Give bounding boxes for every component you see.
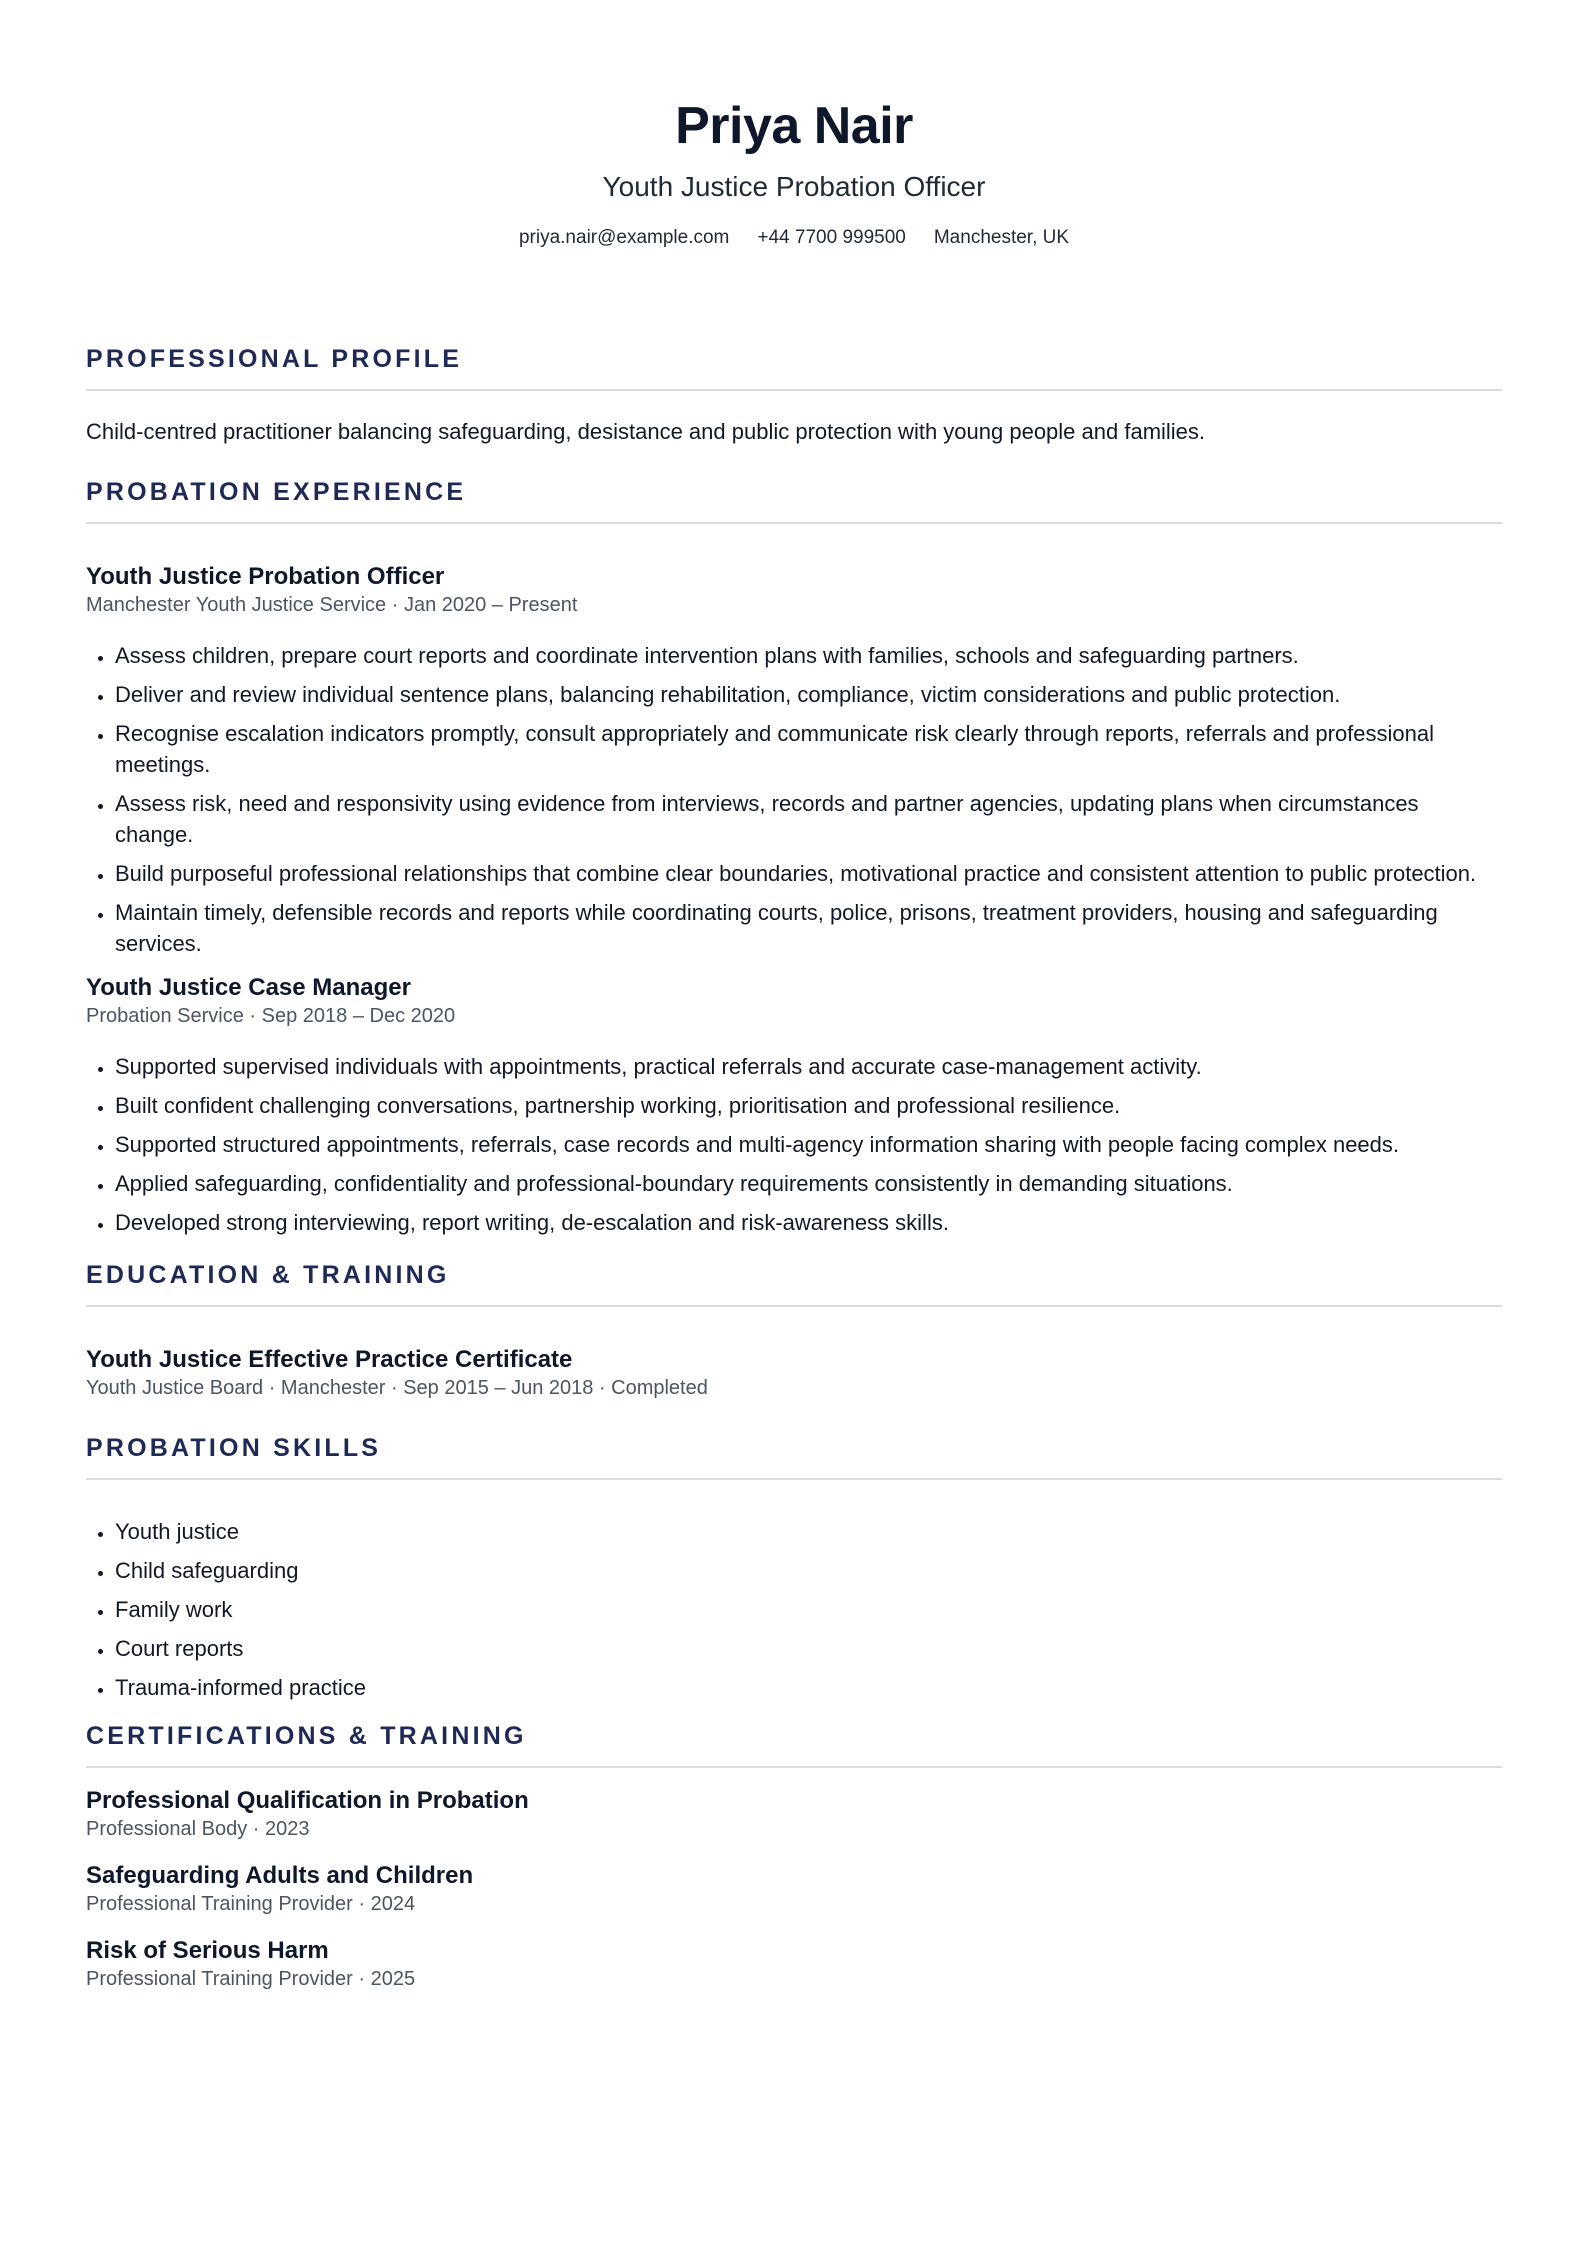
- certification-meta: Professional Training Provider · 2024: [86, 1893, 416, 1915]
- job-meta: Manchester Youth Justice Service · Jan 2020 – Present: [86, 594, 578, 616]
- list-item: • Build purposeful professional relationships that combine clear boundaries, motivational practice and consistent attention to public protection.: [115, 858, 1502, 889]
- candidate-title: Youth Justice Probation Officer: [602, 171, 986, 202]
- certification-entry: [86, 1861, 1502, 1917]
- job-bullets: [86, 640, 1502, 959]
- skills-section: [86, 1433, 1502, 1703]
- job-entry: [86, 562, 1502, 959]
- experience-section: [86, 477, 1502, 1238]
- list-item: • Built confident challenging conversations, partnership working, prioritisation and professional resilience.: [115, 1090, 1502, 1121]
- certification-title: Professional Qualification in Probation: [86, 1787, 529, 1814]
- list-item: • Assess children, prepare court reports and coordinate intervention plans with families, schools and safeguarding partners.: [115, 640, 1502, 671]
- section-heading-education: EDUCATION & TRAINING: [86, 1260, 1502, 1307]
- job-title: Youth Justice Probation Officer: [86, 563, 445, 590]
- skill-item: • Trauma-informed practice: [115, 1672, 1502, 1703]
- list-item: • Supported supervised individuals with appointments, practical referrals and accurate case-management activity.: [115, 1051, 1502, 1082]
- resume-header: [86, 0, 1502, 250]
- job-bullets: [86, 1051, 1502, 1238]
- contact-email: priya.nair@example.com: [518, 227, 730, 248]
- certification-entry: [86, 1936, 1502, 1992]
- list-item: • Recognise escalation indicators promptly, consult appropriately and communicate risk clearly through reports, referrals and professional meetings.: [115, 718, 1502, 780]
- list-item: • Applied safeguarding, confidentiality and professional-boundary requirements consistently in demanding situations.: [115, 1168, 1502, 1199]
- skill-item: • Child safeguarding: [115, 1555, 1502, 1586]
- skill-item: • Youth justice: [115, 1516, 1502, 1547]
- education-title: Youth Justice Effective Practice Certificate: [86, 1346, 573, 1373]
- section-heading-experience: PROBATION EXPERIENCE: [86, 477, 1502, 524]
- skill-item: • Family work: [115, 1594, 1502, 1625]
- job-title: Youth Justice Case Manager: [86, 974, 411, 1001]
- contact-location: Manchester, UK: [933, 227, 1070, 248]
- education-section: [86, 1260, 1502, 1401]
- section-heading-skills: PROBATION SKILLS: [86, 1433, 1502, 1480]
- contact-phone: +44 7700 999500: [757, 227, 906, 248]
- section-heading-profile: PROFESSIONAL PROFILE: [86, 344, 1502, 391]
- skill-item: • Court reports: [115, 1633, 1502, 1664]
- list-item: • Maintain timely, defensible records and reports while coordinating courts, police, prisons, treatment providers, housing and safeguarding services.: [115, 897, 1502, 959]
- profile-section: [86, 344, 1502, 447]
- profile-summary: Child-centred practitioner balancing safeguarding, desistance and public protection with young people and families.: [86, 419, 1206, 444]
- contact-line: [86, 226, 1502, 250]
- education-meta: Youth Justice Board · Manchester · Sep 2015 – Jun 2018 · Completed: [86, 1377, 708, 1399]
- list-item: • Supported structured appointments, referrals, case records and multi-agency information sharing with people facing complex needs.: [115, 1129, 1502, 1160]
- candidate-name: Priya Nair: [675, 97, 913, 155]
- list-item: • Assess risk, need and responsivity using evidence from interviews, records and partner agencies, updating plans when circumstances change.: [115, 788, 1502, 850]
- certification-title: Risk of Serious Harm: [86, 1937, 329, 1964]
- certification-title: Safeguarding Adults and Children: [86, 1862, 474, 1889]
- skills-list: [86, 1516, 1502, 1703]
- job-entry: [86, 973, 1502, 1238]
- job-meta: Probation Service · Sep 2018 – Dec 2020: [86, 1005, 456, 1027]
- list-item: • Developed strong interviewing, report writing, de-escalation and risk-awareness skills.: [115, 1207, 1502, 1238]
- certifications-section: [86, 1721, 1502, 1992]
- certification-meta: Professional Body · 2023: [86, 1818, 310, 1840]
- list-item: • Deliver and review individual sentence plans, balancing rehabilitation, compliance, victim considerations and public protection.: [115, 679, 1502, 710]
- education-entry: [86, 1345, 1502, 1401]
- certification-meta: Professional Training Provider · 2025: [86, 1968, 416, 1990]
- section-heading-certifications: CERTIFICATIONS & TRAINING: [86, 1721, 1502, 1768]
- certification-entry: [86, 1786, 1502, 1842]
